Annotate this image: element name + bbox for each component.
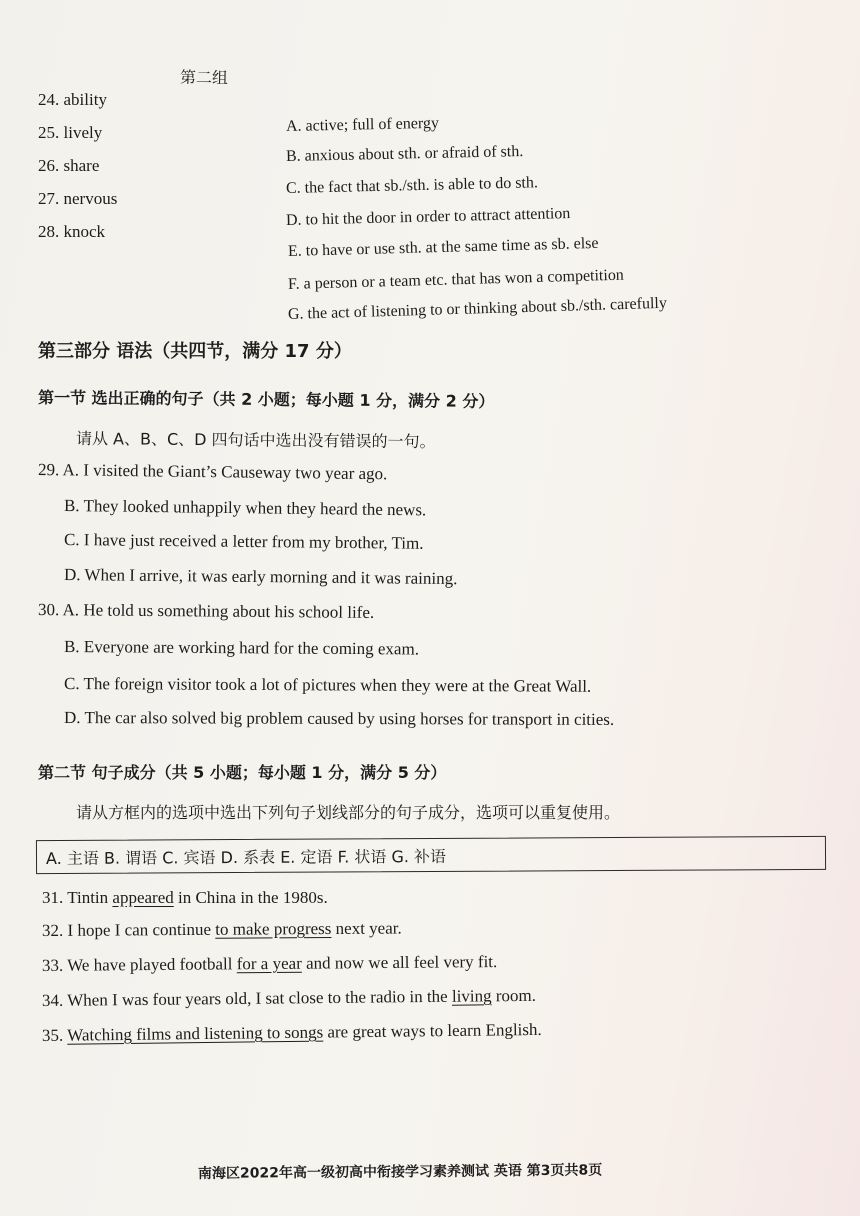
definition-e: E. to have or use sth. at the same time as sb. else: [287, 234, 599, 260]
q32-underlined: to make progress: [215, 918, 332, 939]
q35: [42, 1020, 542, 1046]
q31-underlined: appeared: [112, 888, 174, 907]
definition-b: B. anxious about sth. or afraid of sth.: [285, 143, 524, 165]
definition-d: D. to hit the door in order to attract attention: [285, 205, 571, 229]
q30-option-c: C. The foreign visitor took a lot of pictures when they were at the Great Wall.: [63, 674, 592, 696]
word-25: 25. lively: [38, 123, 103, 142]
q30-option-a: 30. A. He told us something about his school life.: [37, 600, 375, 622]
q32-post: next year.: [331, 918, 402, 938]
definition-f: F. a person or a team etc. that has won a competition: [287, 266, 625, 293]
options-text: A. 主语 B. 谓语 C. 宾语 D. 系表 E. 定语 F. 状语 G. 补语: [45, 846, 447, 869]
q32: [42, 918, 402, 941]
q35-underlined: Watching films and listening to songs: [67, 1022, 324, 1045]
section1-instruction: 请从 A、B、C、D 四句话中选出没有错误的一句。: [75, 429, 436, 452]
q32-pre: 32. I hope I can continue: [41, 919, 216, 940]
word-26: 26. share: [38, 156, 100, 175]
q33-underlined: for a year: [236, 953, 302, 974]
q31-pre: 31. Tintin: [42, 888, 113, 907]
q30-option-d: D. The car also solved big problem caused by using horses for transport in cities.: [63, 708, 615, 729]
word-27: 27. nervous: [38, 189, 118, 208]
q29-option-d: D. When I arrive, it was early morning and it was raining.: [63, 565, 458, 589]
word-24: 24. ability: [38, 90, 107, 109]
definition-c: C. the fact that sb./sth. is able to do sth.: [285, 174, 539, 197]
group-title: 第二组: [179, 67, 229, 88]
page-footer: 南海区2022年高一级初高中衔接学习素养测试 英语 第3页共8页: [197, 1162, 603, 1182]
q34: [42, 986, 536, 1011]
q29-option-b: B. They looked unhappily when they heard the news.: [63, 496, 427, 520]
q34-post: room.: [491, 985, 537, 1006]
definition-g: G. the act of listening to or thinking about sb./sth. carefully: [287, 294, 668, 323]
q30-option-b: B. Everyone are working hard for the coming exam.: [63, 637, 420, 659]
q33: [42, 952, 497, 976]
q34-pre: 34. When I was four years old, I sat close to the radio in the: [41, 986, 453, 1010]
part3-title: 第三部分 语法（共四节，满分 17 分）: [38, 341, 352, 362]
q31: [42, 888, 328, 908]
word-28: 28. knock: [38, 222, 106, 241]
q34-underlined: living: [451, 986, 492, 1006]
section2-instruction: 请从方框内的选项中选出下列句子划线部分的句子成分，选项可以重复使用。: [76, 803, 621, 822]
q29-option-c: C. I have just received a letter from my brother, Tim.: [63, 530, 424, 553]
definition-a: A. active; full of energy: [285, 114, 440, 135]
options-box: [36, 836, 826, 874]
q29-option-a: 29. A. I visited the Giant’s Causeway two year ago.: [37, 460, 388, 484]
q33-pre: 33. We have played football: [41, 954, 237, 975]
q31-post: in China in the 1980s.: [173, 888, 328, 907]
q35-pre: 35.: [41, 1025, 68, 1045]
q35-post: are great ways to learn English.: [323, 1019, 542, 1042]
section2-title: 第二节 句子成分（共 5 小题；每小题 1 分，满分 5 分）: [38, 763, 447, 782]
section1-title: 第一节 选出正确的句子（共 2 小题；每小题 1 分，满分 2 分）: [37, 388, 495, 411]
q33-post: and now we all feel very fit.: [301, 952, 498, 973]
